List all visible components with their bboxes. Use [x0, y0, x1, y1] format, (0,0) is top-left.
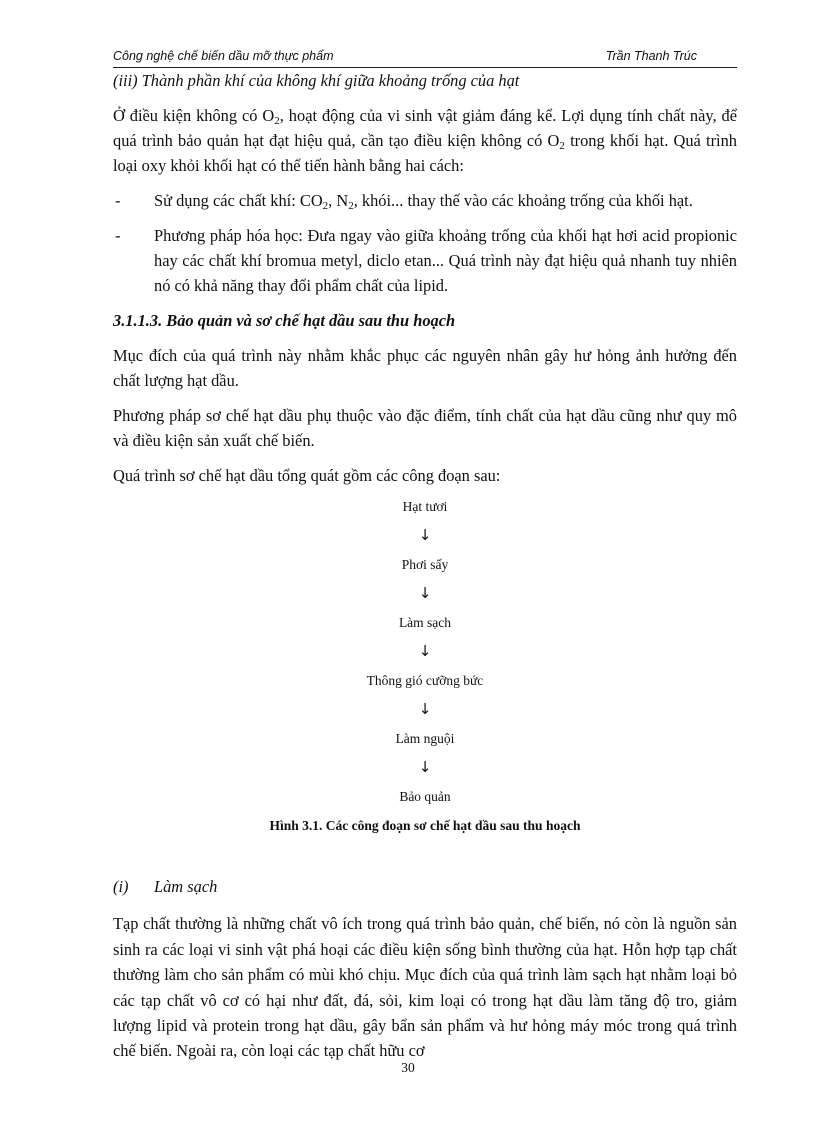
flow-step: Phơi sấy [401, 557, 449, 572]
section-i-title: (i) Làm sạch [113, 874, 737, 899]
section-i-number: (i) [113, 877, 129, 896]
flow-step: Làm sạch [398, 615, 452, 630]
down-arrow-icon: ↓ [418, 642, 432, 660]
section-3113-paragraph-2: Phương pháp sơ chế hạt dầu phụ thuộc vào đặc điểm, tính chất của hạt dầu cũng như quy mô và điều kiện sản xuất chế biến. [113, 406, 737, 450]
page-number: 30 [401, 1060, 415, 1075]
flow-step: Bảo quản [399, 789, 451, 804]
section-3113-title: 3.1.1.3. Bảo quản và sơ chế hạt dầu sau thu hoạch [113, 311, 456, 330]
section-3113-paragraph-1: Mục đích của quá trình này nhằm khắc phục các nguyên nhân gây hư hỏng ảnh hưởng đến chất lượng hạt dầu. [113, 346, 737, 390]
page-header [113, 45, 737, 68]
section-i-paragraph: Tạp chất thường là những chất vô ích trong quá trình bảo quản, chế biến, nó còn là nguồn sản sinh ra các loại vi sinh vật phá hoại các điều kiện sống bình thường của hạt. Hỗn hợp tạp chất thường làm cho sản phẩm có mùi khó chịu. Mục đích của quá trình làm sạch hạt nhằm loại bỏ các tạp chất vô cơ có hại như đất, đá, sỏi, kim loại có trong hạt dầu làm tăng độ tro, giảm lượng lipid và protein trong hạt dầu, gây bẩn sản phẩm và hư hỏng máy móc trong quá trình chế biến. Ngoài ra, còn loại các tạp chất hữu cơ [113, 914, 737, 1061]
down-arrow-icon: ↓ [418, 526, 432, 544]
flow-step: Làm nguội [395, 731, 455, 746]
down-arrow-icon: ↓ [418, 758, 432, 776]
process-flow-diagram [113, 497, 737, 806]
section-iii-title: (iii) Thành phần khí của không khí giữa khoảng trống của hạt [113, 71, 520, 90]
flow-step: Thông gió cưỡng bức [366, 673, 484, 688]
bullet-item: - Phương pháp hóa học: Đưa ngay vào giữa khoảng trống của khối hạt hơi acid propionic hay các chất khí bromua metyl, diclo etan... Quá trình này đạt hiệu quả nhanh tuy nhiên nó có khả năng thay đổi phẩm chất của lipid. [113, 223, 737, 298]
main-content [113, 68, 737, 498]
section-iii-paragraph: Ở điều kiện không có $O_2$, hoạt động của vi sinh vật giảm đáng kể. Lợi dụng tính chất này, để quá trình bảo quản hạt đạt hiệu quả, cần tạo điều kiện không có $O_2$ trong khối hạt. Quá trình loại oxy khỏi khối hạt có thể tiến hành bằng hai cách: [113, 106, 737, 175]
bullet-dash: - [115, 191, 121, 210]
bullet-item: - Sử dụng các chất khí: $CO_2$, $N_2$, khói... thay thế vào các khoảng trống của khối hạt. [113, 188, 737, 213]
flow-step: Hạt tươi [402, 499, 448, 514]
section-i [113, 874, 737, 1074]
header-author: Trần Thanh Trúc [605, 49, 697, 63]
bullet-dash: - [115, 226, 121, 245]
figure-caption: Hình 3.1. Các công đoạn sơ chế hạt dầu sau thu hoạch [269, 818, 581, 833]
header-book-title: Công nghệ chế biến dầu mỡ thực phẩm [113, 49, 334, 63]
down-arrow-icon: ↓ [418, 700, 432, 718]
down-arrow-icon: ↓ [418, 584, 432, 602]
section-3113-paragraph-3: Quá trình sơ chế hạt dầu tổng quát gồm các công đoạn sau: [113, 466, 501, 485]
